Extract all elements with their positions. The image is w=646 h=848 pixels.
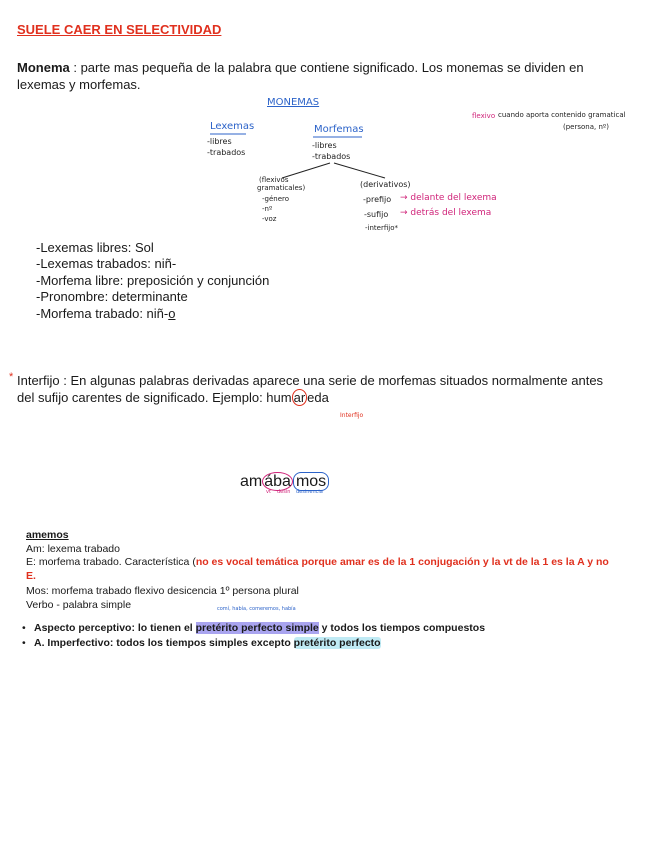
sufijo-note: → detrás del lexema [400, 208, 492, 218]
interfijo-paragraph [17, 372, 617, 406]
derivativos-title: (derivativos) [360, 180, 411, 189]
bullet-text: A. Imperfectivo: todos los tiempos simples excepto [34, 637, 294, 649]
monema-term: Monema [17, 60, 70, 75]
amemos-line-1: Am: lexema trabado [26, 543, 120, 555]
page-title: SUELE CAER EN SELECTIVIDAD [17, 22, 222, 37]
example-item: -Lexemas libres: Sol [36, 240, 154, 255]
monema-text: : parte mas pequeña de la palabra que contiene significado. Los monemas se dividen en lexemas y morfemas. [17, 60, 584, 92]
flexivos-title-2: gramaticales) [257, 184, 306, 192]
bullet-dot: • [22, 637, 26, 649]
word-part-vt: ába [264, 473, 291, 490]
diagram-root: MONEMAS [267, 97, 320, 108]
morfemas-item-2: -trabados [312, 152, 351, 161]
amemos-line-2-red: no es vocal temática porque amar es de la 1 conjugación y la vt de la 1 es la A y no E. [26, 556, 609, 582]
word-ann-desin: desin [277, 489, 291, 495]
amemos-line-4: Verbo - palabra simple [26, 599, 132, 611]
bullet-highlight: pretérito perfecto simple [195, 622, 319, 634]
examples-list [36, 240, 269, 322]
sufijo-label: -sufijo [364, 210, 389, 219]
interfijo-text: Interfijo : En algunas palabras derivadas aparece una serie de morfemas situados normalmente antes del sufijo carentes de significado. Ejemplo: hum [17, 373, 604, 405]
lexemas-title: Lexemas [210, 121, 255, 132]
flexivos-item-2: -nº [262, 205, 273, 213]
amemos-line-2 [26, 555, 618, 583]
word-ann-vt: vt [266, 489, 271, 495]
flexivo-note-text: cuando aporta contenido gramatical [498, 111, 626, 119]
flexivos-title-1: (flexivos [259, 176, 289, 184]
example-last-suffix: o [168, 305, 176, 321]
flexivos-item-3: -voz [262, 215, 277, 223]
prefijo-note: → delante del lexema [400, 193, 497, 203]
example-item: -Lexemas trabados: niñ- [36, 256, 177, 272]
bullet-highlight: pretérito perfecto [293, 637, 381, 649]
example-last-prefix: -Morfema trabado: niñ- [36, 305, 169, 321]
amemos-line-2-prefix: E: morfema trabado. Característica ( [26, 556, 196, 568]
amemos-handnote: comí, había, comeremos, había [217, 606, 296, 612]
example-item-last [36, 306, 269, 322]
example-item: -Pronombre: determinante [36, 289, 188, 305]
bullet-item [22, 621, 485, 636]
word-part-desinencia: mos [293, 472, 329, 491]
example-item: -Morfema libre: preposición y conjunción [36, 272, 270, 288]
bullet-text: y todos los tiempos compuestos [318, 622, 486, 634]
interfijo-annotation: Interfijo [340, 412, 364, 419]
amemos-line-3: Mos: morfema trabado flexivo desicencia 1º persona plural [26, 585, 299, 597]
amemos-heading: amemos [26, 529, 69, 541]
interfijo-text-after: eda [307, 390, 329, 405]
interfijo-asterisk: * [9, 371, 14, 383]
branch-left [282, 163, 330, 178]
flexivos-item-1: -género [262, 195, 290, 203]
bullet-dot: • [22, 622, 26, 634]
bullet-item [22, 636, 485, 651]
word-part-lexema: am [240, 473, 263, 490]
bullet-list [22, 621, 485, 651]
flexivo-note-word: flexivo [472, 112, 496, 120]
prefijo-label: -prefijo [363, 195, 392, 204]
morfemas-item-1: -libres [312, 141, 337, 150]
bullet-text: Aspecto perceptivo: lo tienen el [34, 622, 196, 634]
word-ann-mos: desinencia [296, 489, 323, 495]
flexivo-note-detail: (persona, nº) [563, 123, 609, 131]
lexemas-item-1: -libres [207, 137, 232, 146]
lexemas-item-2: -trabados [207, 148, 246, 157]
branch-right [334, 163, 385, 178]
morfemas-title: Morfemas [314, 124, 364, 135]
interfijo-highlight: ar [293, 390, 306, 405]
interfijo-label: -interfijo* [365, 224, 398, 232]
